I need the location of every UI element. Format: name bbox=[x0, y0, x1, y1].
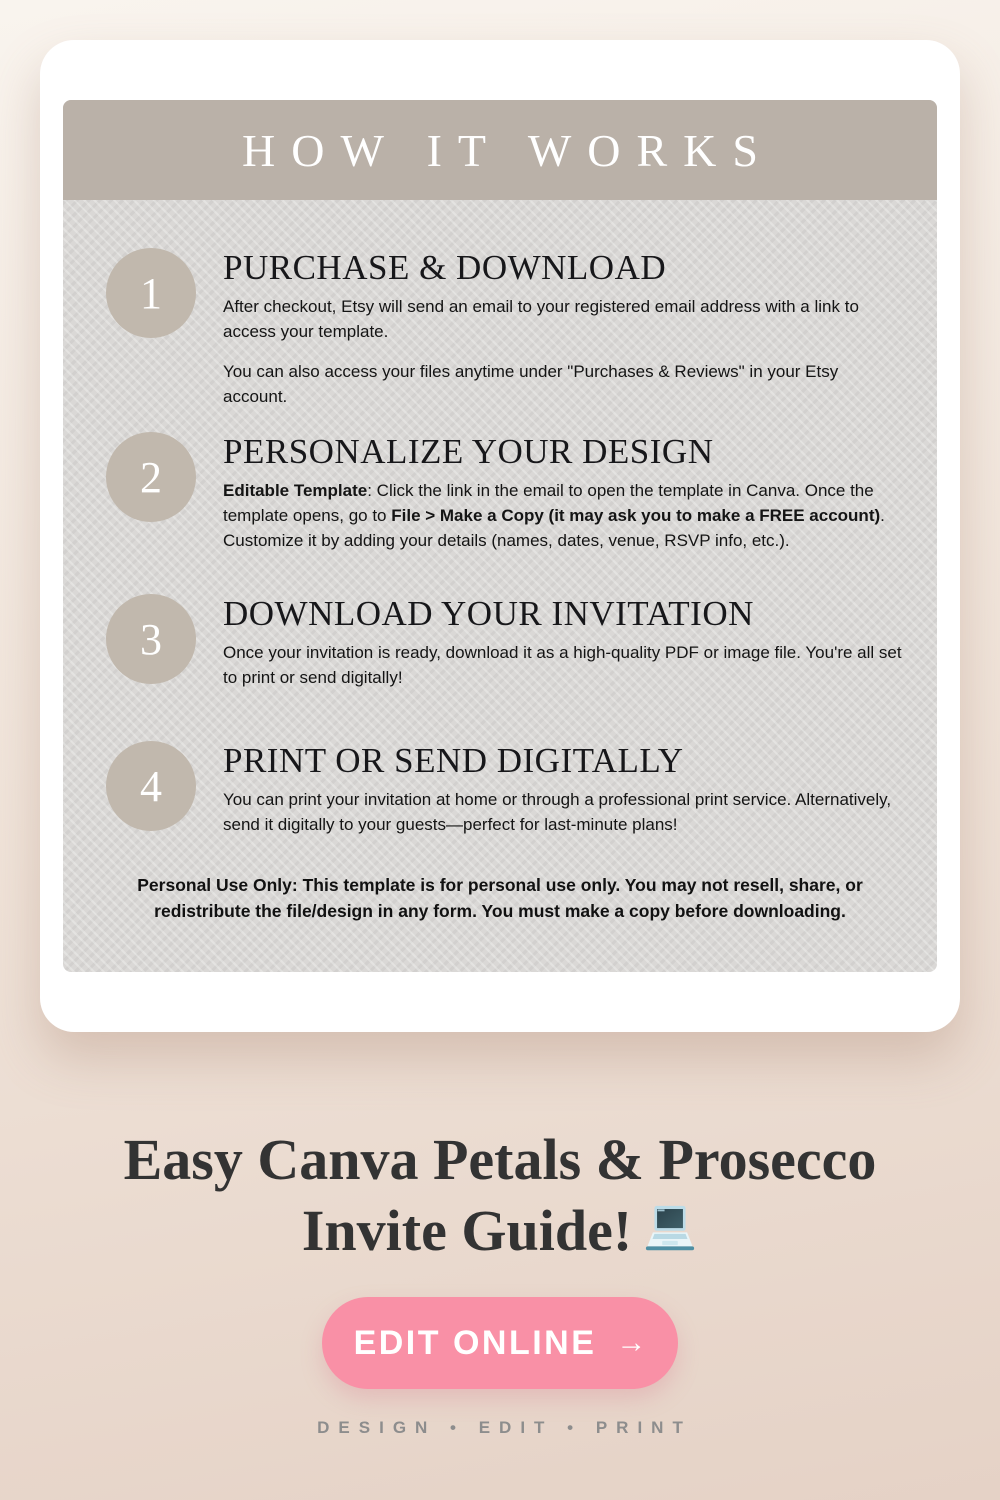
step-number-badge: 2 bbox=[106, 432, 196, 522]
step-paragraph: After checkout, Etsy will send an email to your registered email address with a link to access your template. bbox=[223, 297, 859, 342]
step-paragraph: Once your invitation is ready, download it as a high-quality PDF or image file. You're all set to print or send digitally! bbox=[223, 643, 902, 688]
how-it-works-card bbox=[40, 40, 960, 1032]
step-content bbox=[223, 741, 903, 837]
product-title-line2-text: Invite Guide! bbox=[301, 1198, 633, 1263]
step-body bbox=[223, 294, 903, 409]
body-text: . Customize it by adding your details (names, dates, venue, RSVP info, etc.). bbox=[223, 506, 885, 551]
step-download-invitation bbox=[106, 594, 906, 690]
step-paragraph bbox=[223, 478, 903, 553]
textured-panel bbox=[63, 100, 937, 972]
step-body bbox=[223, 640, 903, 690]
step-title: DOWNLOAD YOUR INVITATION bbox=[223, 594, 754, 633]
bold-text: Editable Template bbox=[223, 481, 368, 501]
design-edit-print-tagline: DESIGN • EDIT • PRINT bbox=[317, 1418, 692, 1437]
edit-online-button[interactable] bbox=[322, 1297, 678, 1389]
step-purchase-download bbox=[106, 248, 906, 409]
edit-online-label: EDIT ONLINE bbox=[353, 1323, 597, 1362]
page-title: HOW IT WORKS bbox=[242, 124, 774, 176]
body-text: : Click the link in the email to open the template in Canva. Once the template opens, go to bbox=[223, 481, 874, 526]
step-paragraph: You can print your invitation at home or through a professional print service. Alternatively, send it digitally to your guests—perfect for last-minute plans! bbox=[223, 790, 892, 835]
step-body bbox=[223, 787, 903, 837]
step-content bbox=[223, 248, 903, 409]
product-title bbox=[0, 1124, 1000, 1272]
step-content bbox=[223, 432, 903, 553]
step-content bbox=[223, 594, 903, 690]
bold-text: File > Make a Copy (it may ask you to make a FREE account) bbox=[391, 506, 881, 526]
step-title: PRINT OR SEND DIGITALLY bbox=[223, 741, 684, 780]
step-number-badge: 1 bbox=[106, 248, 196, 338]
product-title-line2 bbox=[0, 1195, 1000, 1272]
personal-use-disclaimer: Personal Use Only: This template is for personal use only. You may not resell, share, or redistribute the file/design in any form. You must make a copy before downloading. bbox=[137, 875, 863, 921]
arrow-right-icon: → bbox=[616, 1326, 647, 1359]
step-body bbox=[223, 478, 903, 553]
step-number-badge: 3 bbox=[106, 594, 196, 684]
step-print-or-send bbox=[106, 741, 906, 837]
step-title: PURCHASE & DOWNLOAD bbox=[223, 248, 667, 287]
laptop-icon bbox=[642, 1201, 698, 1272]
product-title-line1: Easy Canva Petals & Prosecco bbox=[123, 1127, 877, 1192]
step-number-badge: 4 bbox=[106, 741, 196, 831]
step-paragraph: You can also access your files anytime under "Purchases & Reviews" in your Etsy account. bbox=[223, 362, 839, 407]
step-personalize-design bbox=[106, 432, 906, 553]
step-title: PERSONALIZE YOUR DESIGN bbox=[223, 432, 714, 471]
header-band bbox=[63, 100, 937, 200]
